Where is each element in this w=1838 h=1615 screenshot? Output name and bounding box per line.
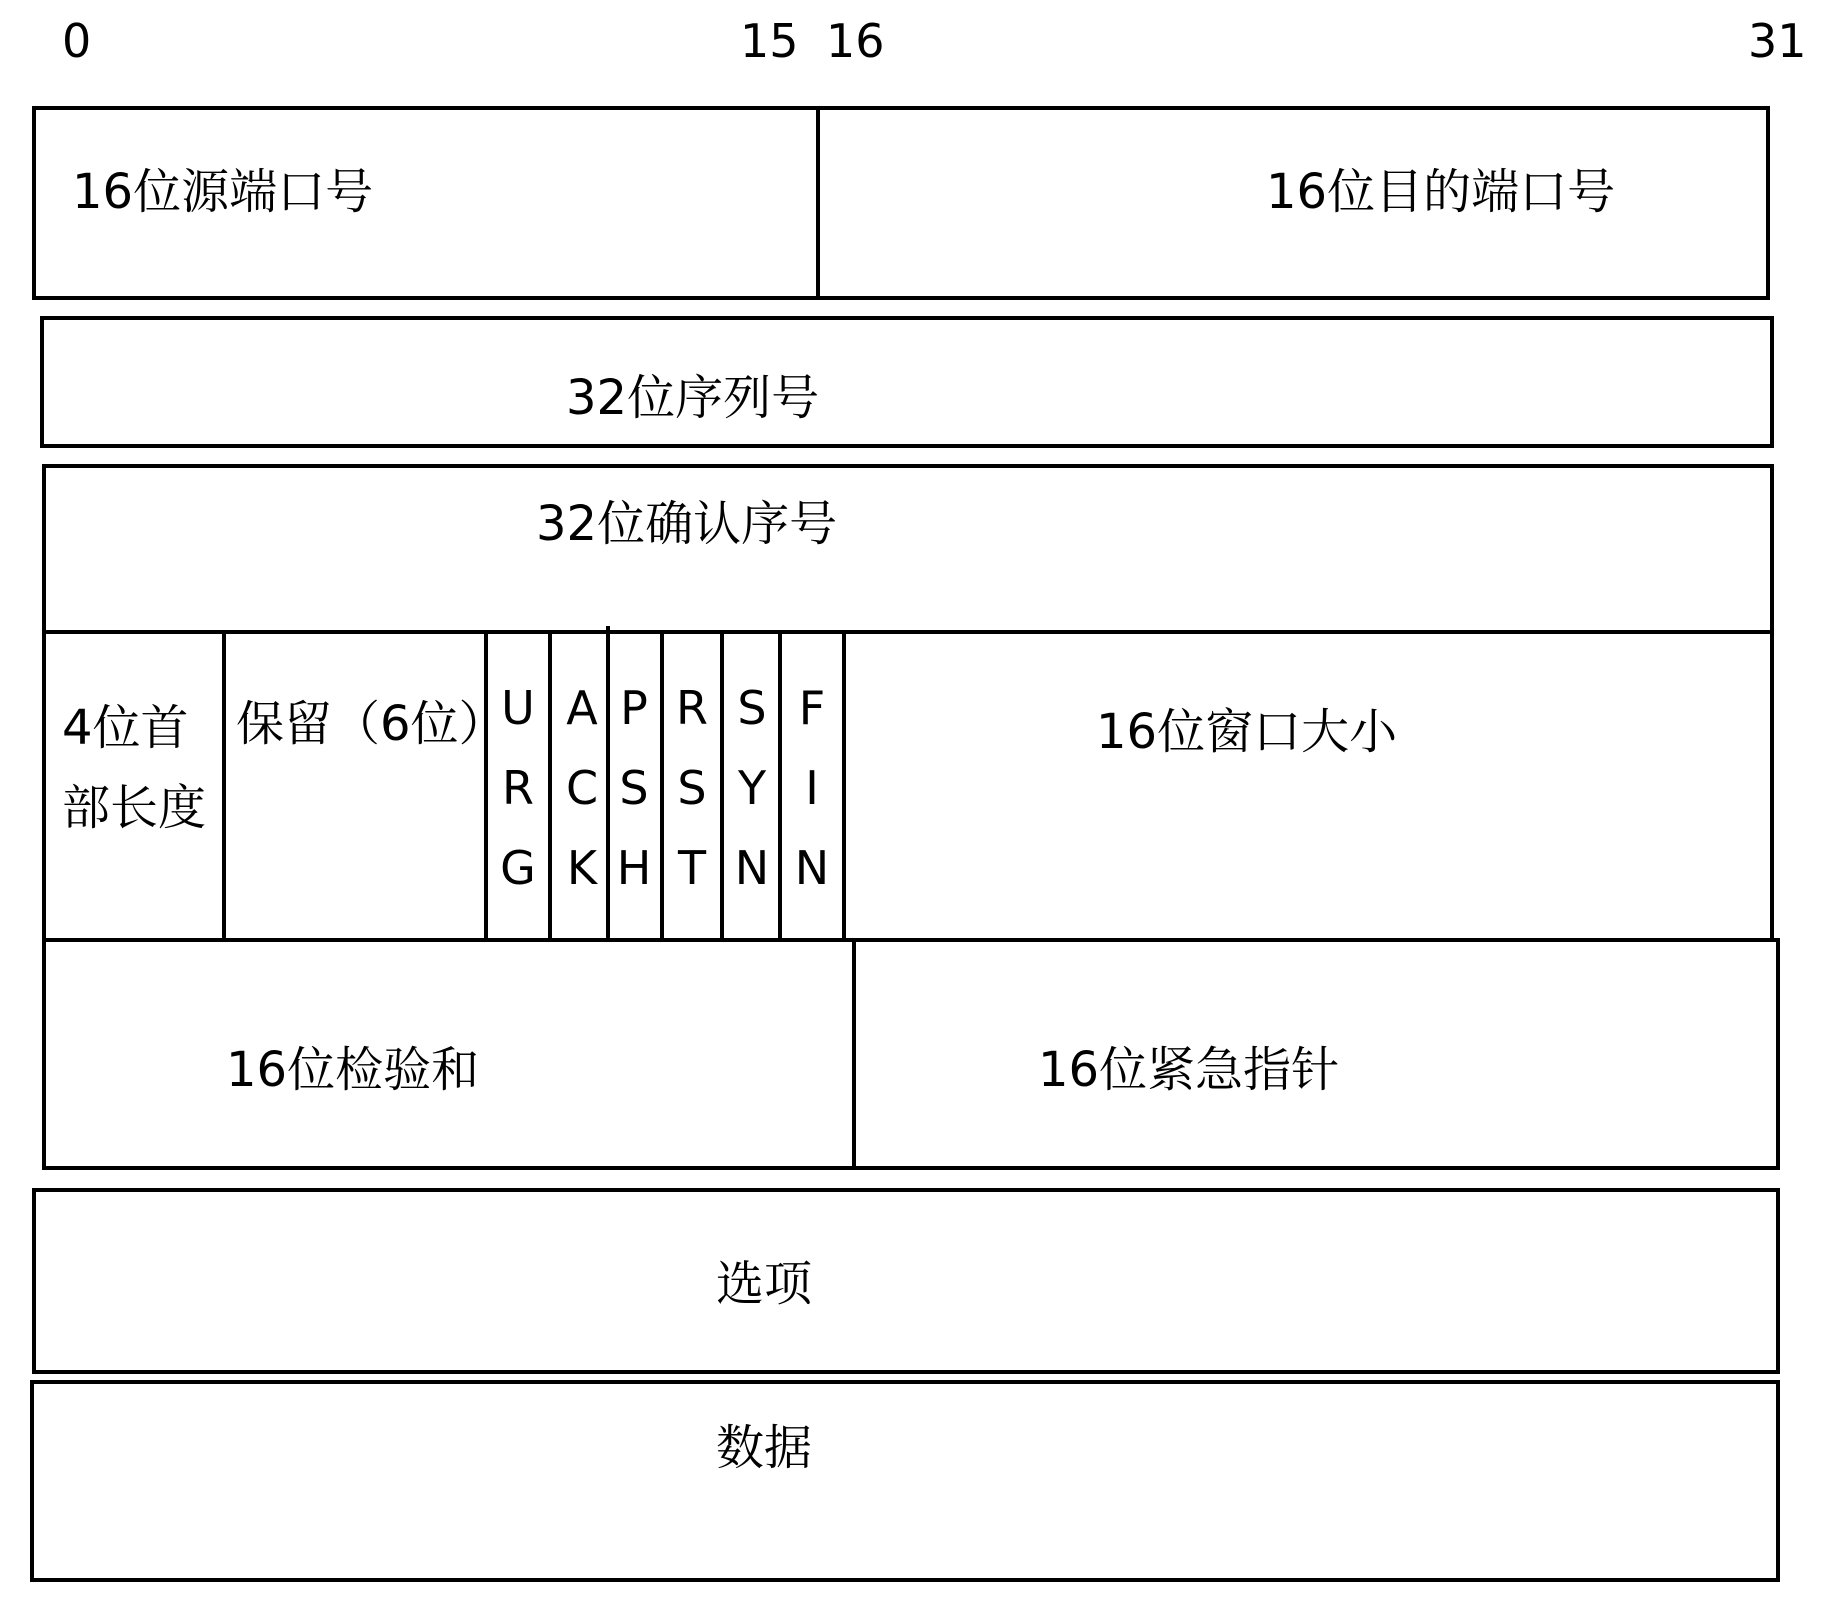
ack-number-field: 32位确认序号 bbox=[536, 496, 838, 552]
flag-urg: U R G bbox=[500, 681, 536, 895]
sequence-number-field: 32位序列号 bbox=[566, 370, 820, 426]
checksum-field: 16位检验和 bbox=[226, 1042, 480, 1098]
divider-psh-rst bbox=[660, 630, 664, 950]
divider-syn-fin bbox=[778, 630, 782, 942]
flag-fin: F I N bbox=[794, 681, 830, 895]
flag-syn: S Y N bbox=[734, 681, 770, 895]
data-field: 数据 bbox=[716, 1420, 813, 1476]
row-ack bbox=[42, 464, 1774, 634]
row-options bbox=[32, 1188, 1780, 1374]
divider-fin-window bbox=[842, 634, 846, 946]
divider-reserved-urg bbox=[484, 634, 488, 942]
header-length-line2: 部长度 bbox=[62, 780, 207, 836]
window-size-field: 16位窗口大小 bbox=[1096, 704, 1398, 760]
divider-rst-syn bbox=[720, 630, 724, 942]
row-ports bbox=[32, 106, 1770, 300]
row-checksum bbox=[42, 938, 1780, 1170]
row-sequence bbox=[40, 316, 1774, 448]
row-data bbox=[30, 1380, 1780, 1582]
flag-psh: P S H bbox=[616, 681, 652, 895]
dest-port-field: 16位目的端口号 bbox=[1266, 164, 1616, 220]
divider-urg-ack bbox=[548, 630, 552, 942]
bit-marker-31: 31 bbox=[1748, 14, 1807, 68]
row-control bbox=[42, 630, 1774, 942]
flag-rst: R S T bbox=[676, 681, 708, 895]
reserved-field: 保留（6位） bbox=[236, 696, 507, 752]
divider-header-reserved bbox=[222, 634, 226, 946]
bit-marker-0: 0 bbox=[62, 14, 92, 68]
options-field: 选项 bbox=[716, 1256, 813, 1312]
urgent-pointer-field: 16位紧急指针 bbox=[1038, 1042, 1340, 1098]
bit-marker-15: 15 bbox=[740, 14, 799, 68]
source-port-field: 16位源端口号 bbox=[72, 164, 374, 220]
checksum-divider bbox=[852, 938, 856, 1170]
header-length-line1: 4位首 bbox=[62, 700, 189, 756]
ports-divider bbox=[816, 106, 820, 300]
flag-ack: A C K bbox=[565, 681, 599, 895]
bit-marker-16: 16 bbox=[826, 14, 885, 68]
